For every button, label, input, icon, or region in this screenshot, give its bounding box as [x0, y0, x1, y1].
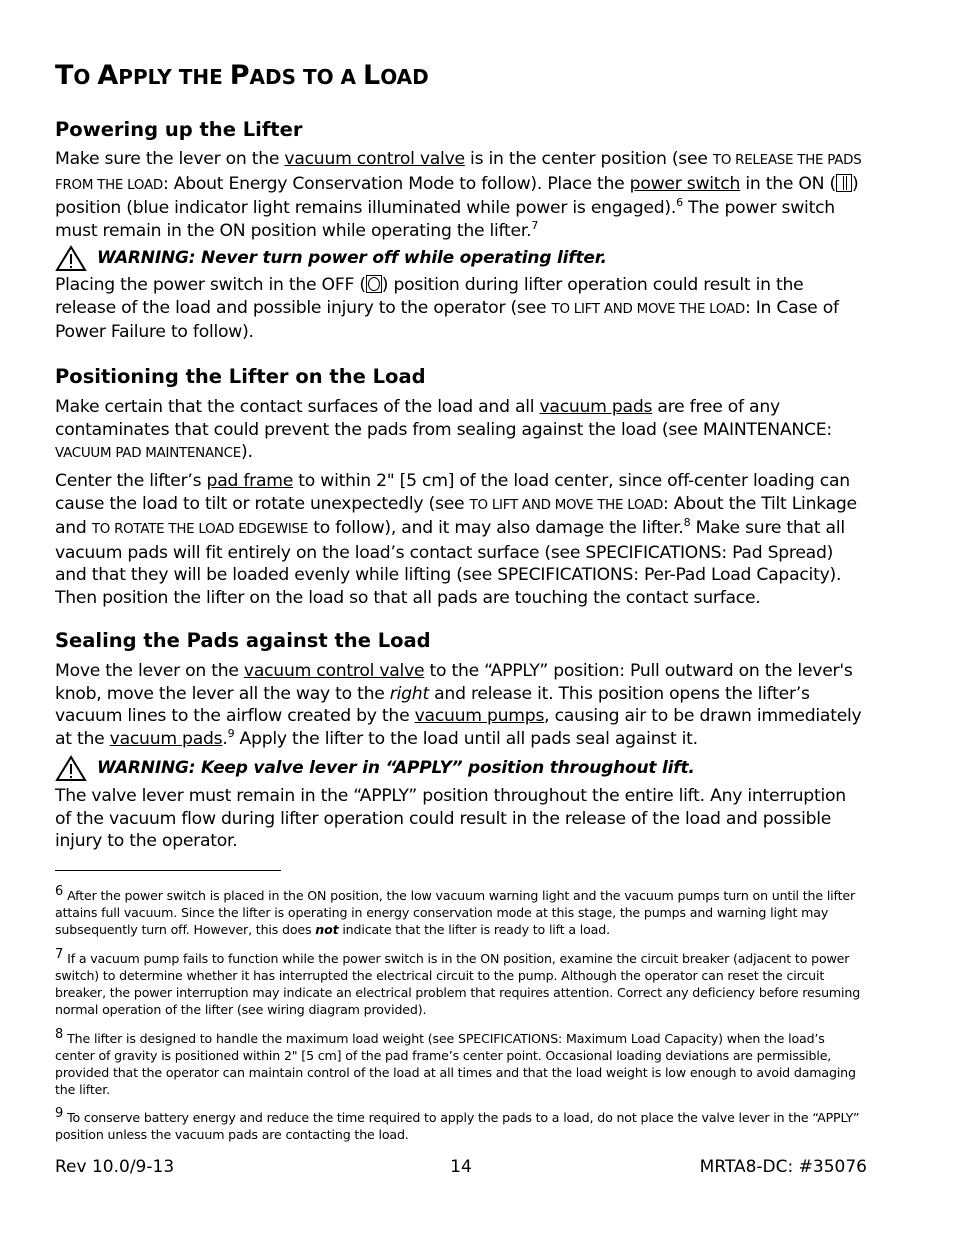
footer-page-number: 14	[450, 1157, 472, 1177]
footnote-8: 8 The lifter is designed to handle the maximum load weight (see SPECIFICATIONS: Maximum Load Capacity) when the load’s center of gravity is positioned within 2" [5 cm] of the pad frame’s center point. Occasional loading deviations are permissible, provided that the operator can maintain control of the load at all times and that the load weight is low enough to avoid damaging the lifter.	[55, 1027, 856, 1097]
paragraph-positioning-1: Make certain that the contact surfaces of the load and all vacuum pads are free of any contaminates that could prevent the pads from sealing against the load (see MAINTENANCE: VACUUM PAD MAINTENANCE).	[55, 397, 832, 462]
link-vacuum-control-valve: vacuum control valve	[284, 149, 465, 169]
warning-text-power: WARNING: Never turn power off while operating lifter.	[97, 248, 607, 268]
footnote-6: 6 After the power switch is placed in the ON position, the low vacuum warning light and the vacuum pumps turn on until the lifter attains full vacuum. Since the lifter is operating in energy conservation mode at this stage, the pumps and warning light may subsequently turn off. However, this does not indicate that the lifter is ready to lift a load.	[55, 884, 856, 937]
warning-text-valve: WARNING: Keep valve lever in “APPLY” position throughout lift.	[97, 758, 695, 778]
section-heading-sealing: Sealing the Pads against the Load	[55, 629, 431, 652]
footer-model: MRTA8-DC: #35076	[699, 1157, 867, 1177]
footnote-9: 9 To conserve battery energy and reduce the time required to apply the pads to a load, do not place the valve lever in the “APPLY” position unless the vacuum pads are contacting the load.	[55, 1106, 860, 1142]
link-pad-frame: pad frame	[206, 471, 294, 491]
section-heading-positioning: Positioning the Lifter on the Load	[55, 365, 426, 388]
link-vacuum-pumps: vacuum pumps	[414, 706, 545, 726]
footer-revision: Rev 10.0/9-13	[55, 1157, 175, 1177]
warning-triangle-icon	[55, 755, 87, 782]
link-power-switch: power switch	[629, 173, 741, 194]
power-on-symbol-icon	[836, 174, 852, 192]
paragraph-positioning-2: Center the lifter’s pad frame to within 2" [5 cm] of the load center, since off-center loading can cause the load to tilt or rotate unexpectedly (see TO LIFT AND MOVE THE LOAD: About the Tilt Linkage and TO ROTATE THE LOAD EDGEWISE to follow), and it may also damage the lifter.$^8$ Make sure that all vacuum pads will fit entirely on the load’s contact surface (see SPECIFICATIONS: Pad Spread) and that they will be loaded evenly while lifting (see SPECIFICATIONS: Per-Pad Load Capacity). Then position the lifter on the load so that all pads are touching the contact surface.	[55, 471, 857, 608]
link-vacuum-pads: vacuum pads	[539, 397, 653, 417]
paragraph-sealing-2: The valve lever must remain in the “APPLY” position throughout the entire lift. Any interruption of the vacuum flow during lifter operation could result in the release of the load and possible injury to the operator.	[55, 786, 846, 851]
page-footer	[55, 1157, 867, 1177]
warning-power	[55, 244, 607, 272]
power-off-symbol-icon	[366, 275, 382, 293]
page-title: TO APPLY THE PADS TO A LOAD	[55, 60, 429, 91]
paragraph-powering-2: Placing the power switch in the OFF ( ) position during lifter operation could result in the release of the load and possible injury to the operator (see TO LIFT AND MOVE THE LOAD: In Case of Power Failure to follow).	[55, 275, 839, 342]
warning-valve	[55, 754, 695, 782]
section-heading-powering: Powering up the Lifter	[55, 118, 303, 141]
footnote-divider	[55, 870, 281, 871]
paragraph-sealing-1: Move the lever on the vacuum control valve to the “APPLY” position: Pull outward on the lever's knob, move the lever all the way to the right and release it. This position opens the lifter’s vacuum lines to the airflow created by the vacuum pumps, causing air to be drawn immediately at the vacuum pads.$^9$ Apply the lifter to the load until all pads seal against it.	[55, 661, 862, 749]
footnote-7: 7 If a vacuum pump fails to function while the power switch is in the ON position, examine the circuit breaker (adjacent to power switch) to determine whether it has interrupted the electrical circuit to the pump. Although the operator can reset the circuit breaker, the power interruption may indicate an electrical problem that requires attention. Correct any deficiency before resuming normal operation of the lifter (see wiring diagram provided).	[55, 947, 861, 1017]
paragraph-powering-1: Make sure the lever on the vacuum control valve is in the center position (see TO RELEASE THE PADS FROM THE LOAD: About Energy Conservation Mode to follow). Place the power switch in the ON ( ) position (blue indicator light remains illuminated while power is engaged).$^6$ The power switch must remain in the ON position while operating the lifter.$^7$	[55, 149, 862, 241]
link-vacuum-control-valve-2: vacuum control valve	[243, 661, 425, 681]
warning-triangle-icon	[55, 245, 87, 272]
link-vacuum-pads-2: vacuum pads	[109, 728, 223, 749]
